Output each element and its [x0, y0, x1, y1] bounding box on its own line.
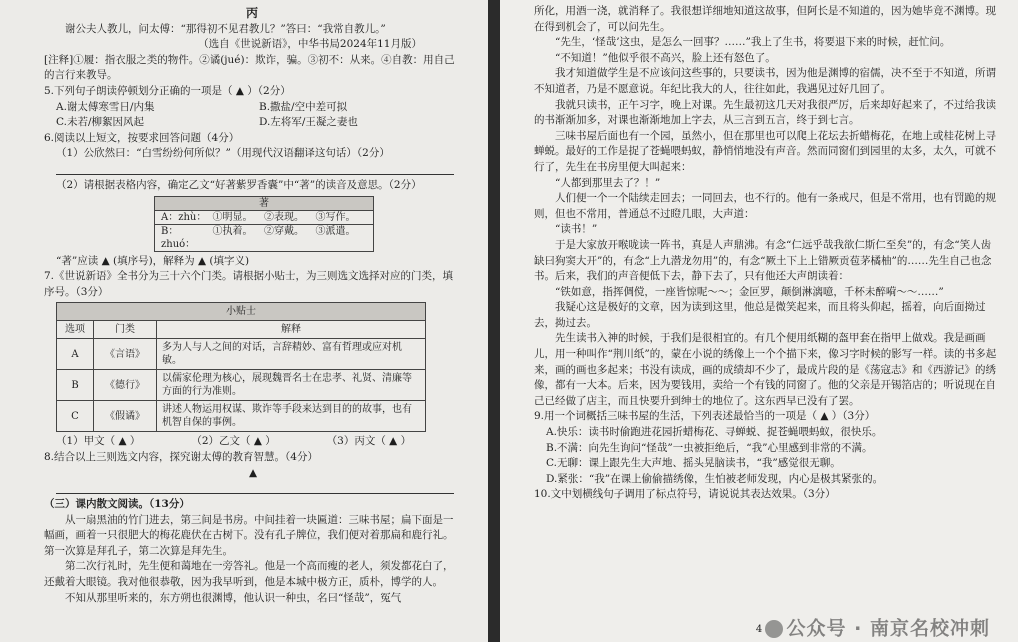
- source-line: （选自《世说新语》，中华书局2024年11月版）: [198, 38, 422, 51]
- tips-cell: 《言语》: [94, 339, 157, 370]
- tips-cell: B: [57, 370, 94, 401]
- q5-option-c[interactable]: C.未若/柳絮因风起: [56, 116, 145, 129]
- answer-line[interactable]: [56, 162, 454, 175]
- zhu-table-head: 著: [155, 196, 374, 210]
- tips-header-explain: 解释: [157, 321, 426, 339]
- tips-cell: 以儒家伦理为核心，展现魏晋名士在忠孝、礼贤、清廉等方面的行为准则。: [157, 370, 426, 401]
- section-title-bing: 丙: [245, 6, 260, 20]
- prose-paragraph: 所化，用酒一浇，就消释了。我很想详细地知道这故事，但阿长是不知道的，因为她毕竟不渊博。现在得到机会了，可以问先生。: [534, 5, 996, 33]
- tips-cell: 多为人与人之间的对话，言辞精妙、富有哲理或应对机敏。: [157, 339, 426, 370]
- q5-options-row-1: [44, 100, 462, 116]
- watermark: [765, 617, 990, 640]
- prose-paragraph: 我疑心这是极好的文章，因为读到这里，他总是微笑起来，而且将头仰起，摇着，向后面拗过去，拗过去。: [534, 301, 986, 329]
- question-9: 9.用一个词概括三味书屋的生活，下列表述最恰当的一项是（ ▲ ）（3分）: [534, 410, 876, 423]
- tips-cell: 《德行》: [94, 370, 157, 401]
- q9-option-b[interactable]: B.不满：向先生询问“怪哉”一虫被拒绝后，“我”心里感到非常的不满。: [546, 441, 873, 454]
- zhu-meaning: ③写作。: [315, 211, 356, 223]
- question-6: 6.阅读以上短文，按要求回答问题（4分）: [44, 131, 240, 144]
- zhu-meaning: ①执着。: [212, 225, 253, 237]
- prose-paragraph: “先生，‘怪哉’这虫，是怎么一回事？……”我上了生书，将要退下来的时候，赶忙问。: [555, 36, 951, 49]
- answer-line[interactable]: [56, 481, 454, 494]
- prose-paragraph: “人都到那里去了？！”: [555, 176, 661, 189]
- question-5: 5.下列句子朗读停顿划分正确的一项是（ ▲ ）（2分）: [44, 84, 291, 97]
- zhu-meaning: ②穿戴。: [264, 225, 304, 237]
- q6-answer-line[interactable]: “著”应读 ▲ (填序号)，解释为 ▲ (填字义): [56, 254, 250, 267]
- prose-paragraph: 从一扇黑油的竹门进去，第三间是书房。中间挂着一块匾道：三味书屋；扁下面是一幅画，画着一只很肥大的梅花鹿伏在古树下。没有孔子牌位，我们便对着那扁和鹿行礼。第一次算是拜孔子，第二次算是拜先生。: [44, 513, 454, 557]
- zhu-meaning: ②表现。: [264, 211, 304, 223]
- tips-cell: 讲述人物运用权谋、欺诈等手段来达到目的的故事，也有机智自保的事例。: [157, 401, 426, 432]
- q8-answer-mark[interactable]: ▲: [248, 466, 258, 479]
- text-line: 谢公夫人教儿，问太傅：“那得初不见君教儿？”答曰：“我常自教儿。”: [65, 22, 386, 35]
- q7-answer-1[interactable]: （1）甲文（ ▲ ）: [56, 435, 141, 448]
- q5-option-b[interactable]: B.撒盐/空中差可拟: [259, 100, 348, 113]
- question-8: 8.结合以上三则选文内容，探究谢太傅的教育智慧。（4分）: [44, 450, 318, 463]
- q7-answer-3[interactable]: （3）丙文（ ▲ ）: [326, 435, 412, 448]
- tips-cell: A: [57, 339, 94, 370]
- q5-options-row-2: [44, 115, 462, 131]
- prose-paragraph: “不知道！”他似乎很不高兴，脸上还有怒色了。: [555, 51, 776, 64]
- tips-header-category: 门类: [94, 321, 157, 339]
- prose-paragraph: 人们便一个一个陆续走回去；一同回去，也不行的。他有一条戒尺，但是不常用，也有罚跪的规则，但也不常用，普通总不过瞪几眼，大声道：: [534, 192, 996, 220]
- zhu-row-b: [155, 224, 374, 251]
- q7-answer-2[interactable]: （2）乙文（ ▲ ）: [191, 435, 276, 448]
- zhu-reading-table: [154, 196, 374, 252]
- question-10: 10.文中划横线句子调用了标点符号，请说说其表达效果。（3分）: [534, 488, 836, 501]
- q9-option-a[interactable]: A.快乐：读书时偷跑进花园折蜡梅花、寻蝉蜕、捉苍蝇喂蚂蚁，很快乐。: [546, 426, 883, 439]
- prose-paragraph: 第二次行礼时，先生便和蔼地在一旁答礼。他是一个高而瘦的老人，须发都花白了，还戴着大眼镜。我对他很恭敬，因为我早听到，他是本城中极方正，质朴，博学的人。: [44, 560, 454, 589]
- tips-header-option: 选项: [57, 321, 94, 339]
- prose-paragraph: “读书！”: [555, 223, 598, 236]
- tips-table: [56, 302, 426, 432]
- prose-paragraph: 于是大家放开喉咙读一阵书，真是人声鼎沸。有念“仁远乎哉我欲仁斯仁至矣”的，有念“笑人齿缺曰狗窦大开”的，有念“上九潜龙勿用”的，有念“厥土下上上错厥贡苞茅橘柚”的……先生自己也念书。后来，我们的声音便低下去，静下去了，只有他还大声朗读着：: [534, 238, 992, 283]
- prose-paragraph: 不知从那里听来的，东方朔也很渊博，他认识一种虫，名曰“怪哉”，冤气: [65, 591, 402, 604]
- prose-paragraph: “铁如意，指挥倜傥，一座皆惊呢～～；金叵罗，颠倒淋漓噫，千杯未醉嗬～～……”: [555, 285, 944, 298]
- prose-paragraph: 我才知道做学生是不应该问这些事的，只要读书，因为他是渊博的宿儒，决不至于不知道，所谓不知道者，乃是不愿意说。年纪比我大的人，往往如此，我遇见过好几回了。: [534, 67, 996, 95]
- q5-option-a[interactable]: A.谢太傅寒雪日/内集: [56, 100, 155, 113]
- page-number: 4: [755, 624, 763, 636]
- question-6-1: （1）公欣然曰：“白雪纷纷何所似？”（用现代汉语翻译这句话）（2分）: [56, 147, 390, 160]
- tips-cell: C: [57, 401, 94, 432]
- q9-option-d[interactable]: D.紧张：“我”在课上偷偷描绣像，生怕被老师发现，内心是极其紧张的。: [546, 472, 884, 485]
- right-page: [500, 0, 1018, 642]
- question-7: 7.《世说新语》全书分为三十六个门类。请根据小贴士，为三则选文选择对应的门类，填序号。（3分）: [44, 270, 454, 298]
- tips-title: 小贴士: [57, 303, 426, 321]
- question-6-2: （2）请根据表格内容，确定乙文“好著紫罗香囊”中“著”的读音及意思。（2分）: [56, 178, 422, 191]
- zhu-meaning: ③派遣。: [315, 225, 356, 237]
- wechat-icon: [765, 620, 783, 638]
- prose-paragraph: 三味书屋后面也有一个园，虽然小，但在那里也可以爬上花坛去折蜡梅花，在地上或桂花树上寻蝉蜕。最好的工作是捉了苍蝇喂蚂蚁，静悄悄地没有声音。然而同窗们到园里的太多，太久，可就不行了，先生在书房里便大叫起来：: [534, 129, 996, 173]
- zhu-reading-b: B：zhuó：: [161, 225, 196, 250]
- zhu-row-a: [155, 210, 374, 224]
- prose-paragraph: 先生读书入神的时候，于我们是很相宜的。有几个便用纸糊的盔甲套在指甲上做戏。我是画画儿，用一种叫作“荆川纸”的，蒙在小说的绣像上一个个描下来，像习字时候的影写一样。读的书多起来，画的画也多起来；书没有读成，画的成绩却不少了，最成片段的是《荡寇志》和《西游记》的绣像，都有一大本。后来，因为要钱用，卖给一个有钱的同窗了。他的父亲是开锡箔店的；听说现在自己已经做了店主，而且快要升到绅士的地位了。这东西早已没有了罢。: [534, 332, 997, 407]
- q5-option-d[interactable]: D.左将军/王凝之妻也: [259, 116, 358, 129]
- notes-line: [注释]①履：指衣服之类的物件。②谲(jué)：欺诈，骗。③初不：从来。④自教：用自己的言行来教导。: [44, 53, 455, 82]
- zhu-reading-a: A：zhù：: [161, 211, 207, 223]
- q9-option-c[interactable]: C.无聊：课上跟先生大声地、摇头晃脑读书，“我”感觉很无聊。: [546, 457, 841, 470]
- tips-cell: 《假谲》: [94, 401, 157, 432]
- watermark-text: 公众号 · 南京名校冲刺: [786, 617, 990, 640]
- q7-answers: [44, 434, 462, 450]
- zhu-meaning: ①明显。: [212, 211, 253, 223]
- left-page: [0, 0, 488, 642]
- prose-paragraph: 我就只读书，正午习字，晚上对课。先生最初这几天对我很严厉，后来却好起来了，不过给我读的书渐渐加多，对课也渐渐地加上字去，从三言到五言，终于到七言。: [534, 98, 996, 127]
- section-3-title: （三）课内散文阅读。（13分）: [44, 498, 190, 511]
